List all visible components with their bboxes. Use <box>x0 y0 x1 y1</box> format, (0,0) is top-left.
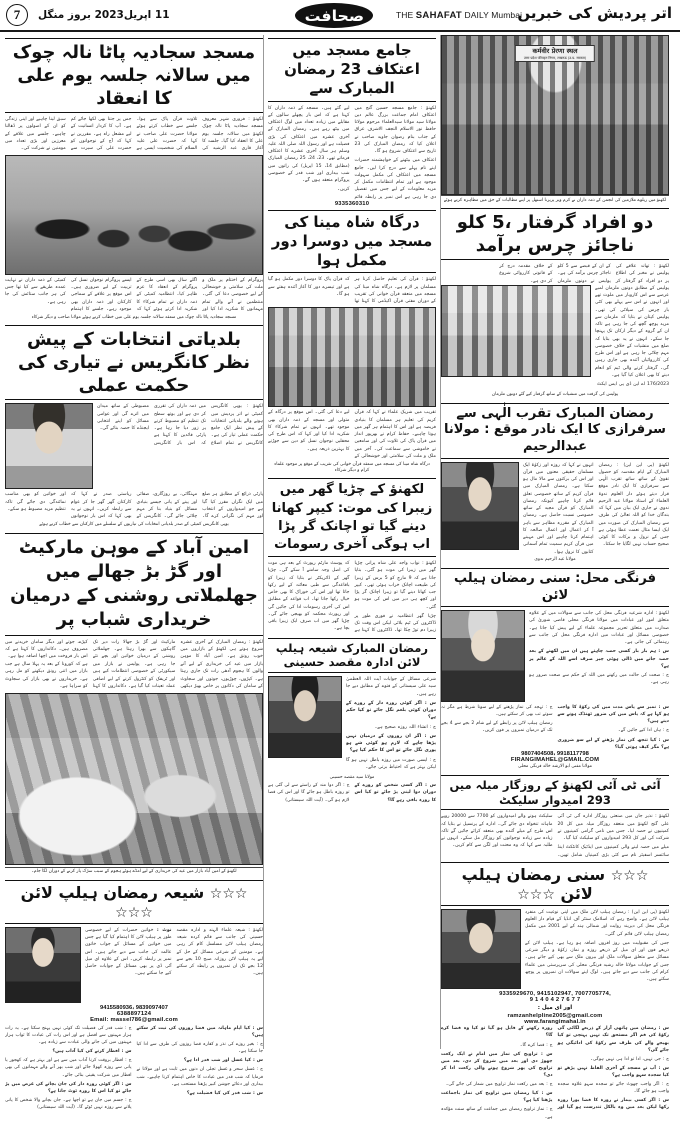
issue-date: 11 اپریل2023 بروز منگل <box>38 9 170 21</box>
faq-item <box>5 1081 132 1095</box>
farangi-helpline-faq-list <box>441 704 669 751</box>
faq-item: ج : غسل سحر و غسل تجلی ان دنوں میں ثابت ہے اور مولانا نے فرمایا کہ شب قدر میں عبادت کا خاص اہتمام کرنا چاہیے۔ شب بیداری اور دعائے جوشن کبیر پڑھنا مستحب ہے۔ <box>136 1067 263 1087</box>
english-masthead-title <box>396 10 522 21</box>
faq-item <box>346 733 436 755</box>
photo-street-traffic <box>5 693 263 865</box>
faq-item <box>355 782 437 803</box>
lead-text: لکھنؤ : نواب واجد علی شاہ پرانی چڑیا گھر میں زیبرا کی موت ہو گئی۔ بتایا جاتا ہے کہ 9 مارچ کو 5 برس کے زیبرا کی طبیعت اچانک خراب ہوئی تھی۔ کیپر جب کھانا دینے گیا تو زیبرا اچانک گر پڑا اور کچھ ہی دیر میں اس کی موت ہو گئی۔ <box>354 561 436 610</box>
page-number: 7 <box>6 4 28 26</box>
intro-text: لکھنؤ : شیعہ علماء الہند و ادارہ مقصد حسینی کی جانب سے قائم کردہ شیعہ رمضان ہیلپ لائن مسلسل کام کر رہی ہے۔ مومنین کے شرعی مسائل کے حل کے لیے یہ ہیلپ لائن روزانہ صبح 10 بجے سے 12 بجے تک ان نمبروں پر رابطہ کر سکتے ہیں۔ <box>176 927 263 977</box>
sunni-helpline-email[interactable]: ramzanhelpline2005@gmail.com <box>507 1013 603 1020</box>
farangi-helpline-phones[interactable]: 9807404508، 9918117798 <box>521 750 589 757</box>
photo-khalid-rashid-farangi-mahali <box>441 909 521 989</box>
headline-masjid-sajjadia: مسجد سجادیہ پاٹا نالہ چوک میں سالانہ جلسہ یوم علی کا انعقاد <box>5 38 263 113</box>
faq-question: س : تراویح کی نماز میں امام نے ایک رکعت چھوڑ دی اور بعد میں شروع کر دی، بعد میں تراویح کی پھر شروع ہونے والی رکعت ادا کر دی؟ <box>441 1051 553 1078</box>
shia-helpline-phones[interactable]: 9415580936، 9839097407 <box>100 1004 168 1011</box>
masthead-daily-city: DAILY Mumbai <box>462 10 523 20</box>
story-iti-text <box>441 813 669 859</box>
body-text: چڑیا گھر انتظامیہ نے فوری طور پر ڈاکٹروں کی ٹیم بلائی لیکن اس وقت تک زیبرا دم توڑ چکا تھا۔ ڈاکٹروں کا کہنا ہے کہ پوسٹ مارٹم رپورٹ کے بعد ہی موت کی اصل وجہ سامنے آ سکے گی۔ چڑیا گھر کے ڈائریکٹر نے بتایا کہ زیبرا کو باقاعدگی سے طبی معائنہ کے لیے رکھا جاتا تھا اور اس کی خوراک کا بھی خاص خیال رکھا جاتا تھا۔ اب قواعد کے مطابق اس کی آخری رسومات ادا کی جائیں گی اور رپورٹ محکمہ کو بھیجی جائے گی۔ چڑیا گھر میں اب صرف ایک زیبرا باقی بچا ہے۔ <box>268 561 436 634</box>
photo-mosque-gathering-image <box>269 308 435 406</box>
sunni-helpline-phones-line2[interactable]: 9 1 4 0 4 2 7 6 7 7 <box>529 996 581 1003</box>
farangi-helpline-intro <box>529 610 669 689</box>
sunni-helpline-phones-line1[interactable]: 9335929670, 9415102947, 7007705774, <box>499 990 611 997</box>
faq-item <box>558 737 670 751</box>
story-itikaf-lead <box>268 105 436 187</box>
caption-maulana-abdul-raheem: مولانا عبد الرحیم ندوی <box>534 557 576 563</box>
lead-text: لکھنؤ (پی این این) : رمضان المبارک کے ایام مقدسہ کو حصول تقویٰ کے ساتھ ساتھ تقرب الٰہی سے سرفرازی کا ایک نادر موقع قرار دیتے ہوئے دار العلوم ندوۃ العلماء کے استاذ مولانا عبد الرحیم ندوی نے جاری ایک بیان میں کہا کہ بندگان خدا کو اللہ تعالیٰ کی طرف سے رمضان المبارک کی صورت میں ایک ایسا مثال نعمت عطا ہوئی ہے جس کے نزول و برکات کا کوئی صحیح حساب نہیں لگایا جا سکتا۔ <box>598 462 669 548</box>
masthead <box>0 0 680 32</box>
story-taqarrub-text <box>523 462 669 556</box>
headline-zebra-death: لکھنؤ کے چڑیا گھر میں زیبرا کی موت: کیپر کھانا دینے گیا تو اچانک گر پڑا اب ہوگی آخری رسومات <box>268 478 436 557</box>
faq-question: س : کیا غسل اور شب قدر ادا ہے؟ <box>183 1058 263 1064</box>
story-charas-lead <box>441 263 669 285</box>
note-label: نوٹ : <box>156 927 172 933</box>
lead-text: لکھنؤ : تھانہ علاقے کی پولیس نے مخبر کی اطلاع پر دو افراد کو گرفتار کر کے ان کے قبضے سے 5 کلو ناجائز چرس برآمد کی ہے۔ پولیس نے دونوں ملزمان کے خلاف مقدمہ درج کر کے قانونی کارروائی شروع کر دی ہے۔ <box>499 264 669 284</box>
photo-mufti-khalid-farangi-image <box>442 611 524 701</box>
banner-main: कर्मवीर प्रेरणा स्थल <box>532 47 578 56</box>
lead-text: لکھنؤ : فروری شہر معروف مسجد سجادیہ پاٹا نالہ چوک لکھنؤ میں سالانہ جلسہ یوم علی کا انعقاد کیا گیا۔ جلسہ کا آغاز قاری عبد الرشید کی تلاوت قرآن پاک سے ہوا۔ جلسے سے خطاب کرتے ہوئے مولانا حضرت علی صاحب نے کہا کہ حضرت علی علیہ السلام کی شخصیت ایسی ہے جس پر جتنا بھی لکھا جائے کم ہے۔ آپ کا کردار انسانیت کے لیے مشعل راہ ہے۔ مقررین نے کہا کہ آج کے نوجوانوں کو حضرت علی کی سیرت سے سبق لینا چاہیے اور اپنی زندگی کو ان کے اصولوں پر ڈھالنا چاہیے۔ جلسے میں علاقے کے معززین اور بڑی تعداد میں مومنین نے شرکت کی۔ <box>5 117 263 152</box>
contact-text: رمضان ہیلپ لائن پر رابطے کے لیے شام 2 بجے سے 4 بجے تک کے درمیان نمبروں پر فون کریں۔ <box>441 721 553 734</box>
shia-helpline-women-phone[interactable]: 6388897124 <box>116 1010 152 1017</box>
sahafat-logo <box>295 3 373 28</box>
faq-question: س : کیا رمضان میں تراویح کی نماز باجماعت پڑھنا کیا ہے؟ <box>441 1091 553 1104</box>
faq-item <box>558 704 670 725</box>
faq-item <box>529 648 669 670</box>
faq-question: س : ہم بار بار کسی حصہ چاہتے ہیں ان میں لکھنے کے بعد حصہ جانے میں ڈالی ہوئی چیز صرف اسے اللہ کے عالم پر ہے؟ <box>529 649 669 669</box>
body-text: پارٹی ذرائع کے مطابق ہر ضلع میں ایک نگراں مقرر کیا گیا ہے جو امیدواروں کے انتخاب اور مہم کی نگرانی کرے گا۔ مہنگائی، بے روزگاری، صفائی اور پینے کے پانی جیسے بنیادی مسائل کو بنیاد بنا کر مہم چلائی جائے گی۔ کانگریس کے ریاستی صدر نے کہا کہ کارکنان گھر گھر جا کر عوام سے رابطہ کریں۔ انہوں نے یہ بھی کہا کہ اس بار نوجوانوں اور خواتین کو بھی مناسب نمائندگی دی جائے گی تاکہ تنظیم مزید مضبوط ہو سکے۔ <box>5 492 263 520</box>
story-charas-body <box>595 285 669 391</box>
banner-sub: उत्तर प्रदेश परिवहन निगम, लखनऊ (उ.प्र. सरकार) <box>523 55 587 60</box>
faq-question: س : آپ نے مسجد کے آخری الفاظ نہیں پڑھے تو کیا سجدہ سہو واجب ہے؟ <box>557 1065 669 1078</box>
photo-police-arrest <box>441 285 591 377</box>
faq-item <box>5 1048 132 1055</box>
photo-khalid-rashid-image <box>442 910 520 988</box>
sunni-helpline-website[interactable]: www.farangimahal.in <box>524 1019 586 1026</box>
faq-question: س : اگر ان روزوں کے درمیان نہیں پڑھا چاہے کہ لازم ہو کوئی شے ہو پوری نگل جائے تو اس کا حکم کیا ہے؟ <box>346 733 436 754</box>
lead-text: لکھنؤ : قرآن کی تعلیم حاصل کرنا ہر مسلمان پر لازم ہے۔ درگاہ شاہ مینا کی مسجد میں منعقد قرآن خوانی کی تقریب کے دوران مفتی قرآن اکیڈمی کا کہنا تھا کہ قرآن پاک کا دوسرا دور مکمل ہو گیا ہے اور تیسرے دور کا آغاز آئندہ ہفتے سے ہو گا۔ <box>268 277 436 305</box>
lead-text: شرعی مسائل کے جوابات آیت اللہ العظمیٰ سید علی سیستانی کے فتوے کے مطابق دیے جا رہے ہیں۔ <box>346 677 436 697</box>
faq-question: س : اگر کسی بیمار نے روزہ کا قضا پورا روزہ رکھا لیکن بعد میں وہ بالکل تندرست ہو گیا اور روزہ رکھنے کے قابل ہو گیا تو کیا وہ قضا کرے گا؟ <box>441 1026 669 1111</box>
faq-item: ج : اگر دوا منہ کے راستے سے لی گئی ہے تو روزہ باطل ہو جائے گا اور اس کی قضا لازم ہو گی۔ (آیت اللہ سیستانی) <box>268 783 350 803</box>
banner-shia-ramzan-helpline <box>5 880 263 924</box>
headline-iti-job-fair: آئی ٹی آئی لکھنؤ کے روزگار میلہ میں 293 امیدوار سلیکٹ <box>441 775 669 810</box>
sunni-helpline-intro <box>525 909 669 986</box>
banner-sunni-ramzan-helpline <box>441 862 669 906</box>
lead-text: لکھنؤ : رمضان المبارک کے آخری عشرہ شروع ہوتے ہی لکھنؤ کے بازاروں میں خوب رونق ہے۔ امین آباد کا موہن مارکیٹ اور گڑ بڑ جھالا رات دیر تک گاہکوں سے بھرا رہتا ہے۔ جھلملاتی روشنی کے درمیان خواتین اور بچے نئے کپڑے، جوتے اور دیگر سامان خریدنے میں مصروف ہیں۔ دکانداروں کا کہنا ہے کہ اس بار فروخت میں اچھا اضافہ ہوا ہے۔ <box>5 639 263 660</box>
note-text <box>85 927 172 978</box>
body-text: تقریب میں شریک علماء نے کہا کہ قرآن کریم کی تعلیم ہر مسلمان کا بنیادی فریضہ ہے اور اس کا اہتمام ہر گھر میں ہونا چاہیے۔ حفاظ کرام نے بھرپور انداز میں قرآن پاک کی تلاوت کی اور سامعین نے خاموشی سے سماعت کی۔ آخر میں ملک و ملت کی سلامتی اور خوشحالی کے لیے دعا کی گئی۔ اس موقع پر درگاہ کے متولی اور مسجد کے ذمہ داران بھی موجود تھے۔ انہوں نے تمام شرکاء کا شکریہ ادا کیا اور کہا کہ اس طرح کی محفلیں نوجوان نسل کو دین سے جوڑنے کا بہترین ذریعہ ہیں۔ <box>268 410 436 459</box>
headline-congress-strategy: بلدیاتی انتخابات کے پیش نظر کانگریس نے تیاری کی حکمت عملی <box>5 325 263 400</box>
faq-item: ج : انشاء اللہ روزہ صحیح ہے۔ <box>374 724 436 730</box>
faq-question: س : اگر کوئی روزہ دار کے روزے کے دوران کوئی بلغم نگل جائے تو کیا حکم ہے؟ <box>346 700 436 721</box>
photo-majlis <box>5 155 263 275</box>
body-text: بازار میں عید کی خریداری کے لیے آنے والوں کا ہجوم آدھی رات تک جاری رہتا ہے۔ کپڑوں، چوڑیوں، جوتوں اور سجاوٹ کے سامان کی دکانوں پر خاص بھیڑ دیکھی جا رہی ہے۔ پولیس نے بازار میں سیکورٹی کے خصوصی انتظامات کیے ہیں اور ٹریفک کو کنٹرول کرنے کے لیے اضافی عملہ تعینات کیا گیا ہے۔ دکانداروں کا کہنا ہے کہ کورونا کے بعد یہ پہلا سال ہے جب بازار میں اتنی رونق دیکھنے کو مل رہی ہے۔ خریداروں نے بھی بازار کی سجاوٹ کو سراہا ہے۔ <box>5 662 263 689</box>
lead-text: لکھنؤ : یوپی کانگریس کمیٹی نے اتر پردیش میں ہونے والے بلدیاتی انتخابات کے پیش نظر ایک جامع حکمت عملی تیار کی ہے۔ کانگریس نے تمام اضلاع میں ذمہ داران کی تقرری کر دی ہے اور بوتھ سطح تک تنظیم کو مضبوط کرنے پر زور دیا جا رہا ہے۔ پارٹی قائدین کا کہنا ہے کہ اس بار کانگریس مضبوطی کے ساتھ میدان میں اترے گی اور عوامی مسائل کو اپنے انتخابی ایجنڈے کا حصہ بنائے گی۔ <box>97 404 263 446</box>
lead-text: لکھنؤ : ادارہ شرعیہ فرنگی محل کی جانب سے سوالات میں کے علاوہ متعلق امور اور عبادات میں مولانا فرنگی محلی قاضی شوریٰ کی صدارت میں متعلق تحریر مجموعہ علماء کے لیے پیش کیا جاتا ہے۔ خصوصی مسائل اور عبادات میں ادارہ فرنگی محل کی جانب سے رہنمائی کی جاتی ہے۔ <box>529 611 669 646</box>
intro-text: لکھنؤ (پی این این) : رمضان ہیلپ لائن ملک میں اپنی نوعیت کی منفرد ہیلپ لائن ہے۔ واضح رہے کہ اسلامک سنٹر آف انڈیا کے قیام دار العلوم فرنگی محل کی دیرینہ روایت اور شمالی ہند کے لیے 2001 میں مکمل رمضان ہیلپ لائن قائم کی گئی۔ <box>525 909 669 937</box>
photo-maulana-abdul-raheem-image <box>442 463 518 549</box>
faq-item: ج : افطار بروقت کرنا آداب میں سے ہے اور بہتر ہے کہ کھجور یا پانی سے روزہ کھولا جائے اور شب بھر آنے والے مہمانوں کی بھی افطار میں شرکت یقینی بنائی جائے۔ <box>5 1058 132 1078</box>
photo-mufti-khalid-farangi <box>441 610 525 702</box>
masthead-the: THE <box>396 10 416 20</box>
photo-police-arrest-image <box>442 286 590 376</box>
faq-item: ج : بعد میں رکعت نماز تراویح میں شمار کی جائے گی۔ <box>445 1082 553 1088</box>
headline-shia-helpline-maqsad-hussaini: رمضان المبارک شیعہ ہیلپ لائن ادارہ مقصد حسینی <box>268 638 436 673</box>
faq-item: ج : ہاں ادا کیے جائیں گے۔ <box>618 728 669 734</box>
lead-text: لکھنؤ : جامع مسجد حسین گنج میں اعتکاف امام جماعت بزرگ عالم دین مولانا سید مولانا سیدالعلماء مرحوم مولانا حافظ نور الاسلام النجف الاشرف عراق کے جناب بنام رضوان جاوید صاحب نے اعلان کیا کہ رمضان المبارک کی 23 تاریخ سے اعتکاف شروع ہو گا۔ <box>354 105 436 155</box>
photo-congress-leader <box>5 403 93 489</box>
headline-dargah-shah-mina: درگاہ شاہ مینا کی مسجد میں دوسرا دور مکمل ہوا <box>268 210 436 274</box>
story-masjid-sajjadia-lead <box>5 116 263 153</box>
photo-maqsad-hussaini-scholar <box>268 676 342 758</box>
photo-majlis-image <box>6 156 262 274</box>
note-body: خواتین حضرات کے لیے خصوصی طور پر ہیلپ لائن کا اہتمام کیا گیا ہے جس میں خواتین کے مسائل کے جواب خاتون عالمہ کی جانب سے دیے جاتے ہیں۔ اس نمبر پر رابطہ کریں۔ اس کے علاوہ ای میل آئی ڈی پر بھی مسائل کے جوابات حاصل کیے جا سکتے ہیں۔ <box>85 927 172 977</box>
headline-charas-seizure: دو افراد گرفتار ،5 کلو ناجائز چرس برآمد <box>441 208 669 260</box>
column-right <box>441 35 669 1120</box>
faq-item: ج : قضا کرے گا۔ <box>519 1042 553 1048</box>
headline-ramzan-taqarrub-ilahi: رمضان المبارک تقرب الٰہی سے سرفرازی کا ایک نادر موقع : مولانا عبدالرحیم <box>441 403 669 459</box>
helpline-title: سنی رمضان ہیلپ لائن <box>461 864 606 903</box>
story-zebra-lead <box>268 560 436 635</box>
faq-item: ج : شب قدر کی فضیلت تک کوئی نہیں پہنچ سکتا ہے۔ یہ رات ہزار مہینوں سے افضل ہے اور اس رات کی عبادت کا ثواب ہزار مہینوں میں کی جانے والی عبادت سے زیادہ ہے۔ <box>5 1025 132 1046</box>
faq-item <box>346 700 436 722</box>
body-text: اعتکاف میں بیٹھنے کے خواہشمند حضرات اپنے نام پہلے سے درج کرا لیں۔ جامع مسجد میں اعتکاف کی مکمل سہولت موجود ہے اور تمام انتظامات مکمل کر لیے گئے ہیں۔ مسجد کے ذمہ داران کا کہنا ہے کہ اس بار پچھلے سالوں کے مقابلے میں زیادہ تعداد میں لوگ اعتکاف میں بیٹھ رہے ہیں۔ رمضان المبارک کے آخری عشرہ میں اعتکاف کی بڑی فضیلت ہے اور رسول اللہ صلی اللہ علیہ وسلم ہر سال آخری عشرے کا اعتکاف فرماتے تھے۔ 23، 24، 25 رمضان المبارک (مطابق 14، 15 اپریل) کی راتوں میں شب بیداری اور شب قدر کے خصوصی پروگرام منعقد ہوں گے۔ <box>268 105 436 186</box>
faq-question: س : رمضان میں ہاتھی آزار کے ذریعے لگائی گی زکوٰۃ کی قم اگر مستحق تک نہیں پہنچی تو کیا بھیجے والے کی طرف سے زکوٰۃ کی ادائیگی ہو جائے گی؟ <box>557 1026 669 1053</box>
logo-urdu-text: صحافت <box>304 6 364 25</box>
faq-item <box>441 1090 553 1104</box>
photo-maulana-abdul-raheem <box>441 462 519 550</box>
stars-left-icon: ☆☆☆ <box>209 885 248 902</box>
contact-text: مزید معلومات کے لیے جس میں تفصیل دی جا رہی ہے اس نمبر پر رابطہ قائم کریں۔ <box>337 187 436 200</box>
story-congress-lead <box>97 403 263 447</box>
faq-item: ج : نماز تراویح رمضان میں جماعت کے ساتھ سنت مؤکدہ ہے۔ <box>441 1107 553 1120</box>
masthead-brand: SAHAFAT <box>415 10 463 21</box>
faq-item <box>137 1090 264 1097</box>
case-reference: 176/2023 اے این ڈی پی ایس ایکٹ <box>597 382 669 388</box>
faq-question: س : اگر کوئی روزہ دار کی جان بچانے کی غرض میں پڑ جائے تو کیا اس کا روزہ ٹوٹ جاتا ہے؟ <box>5 1081 132 1094</box>
photo-protest-group-image <box>442 36 668 194</box>
itikaf-contact-phone[interactable]: 9335360310 <box>334 200 370 207</box>
headline-farangi-mahal-helpline: فرنگی محل: سنی رمضان ہیلپ لائن <box>441 568 669 607</box>
helpline-title: شیعہ رمضان ہیلپ لائن <box>20 882 205 902</box>
shia-helpline-faq-list <box>5 1025 263 1111</box>
faq-question: س : افطار کرنے کی کیا آداب ہیں؟ <box>52 1049 132 1055</box>
faq-question: س : کیا تنجھ کی نماز پڑھنے کے لیے سو ضروری ہے؟ مگر کیف ہوتی گیا؟ <box>557 737 669 750</box>
body-text: پولیس کے مطابق دونوں ملزمان لمبے عرصے سے اس کاروبار میں ملوث تھے اور انہوں نے اس سے پہلے بھی کئی بار چرس کی سپلائی کی تھی۔ پولیس کپتان نے بتایا کہ ملزمان سے مزید پوچھ گچھ کی جا رہی ہے تاکہ ان کے گروہ کے دیگر ارکان تک پہنچا جا سکے۔ انہوں نے یہ بھی بتایا کہ ضلع میں منشیات کے خلاف خصوصی مہم چلائی جا رہی ہے اور اس طرح کی کارروائیاں آئندہ بھی جاری رہیں گی۔ گرفتار کرنے والی ٹیم کو انعام دینے کا بھی اعلان کیا گیا ہے۔ <box>595 285 669 378</box>
faq-item: ج : تہجد کی نماز پڑھنے کے لیے سونا شرط ہے مگر نہ سوتے تب بھی کر سکتے ہیں۔ <box>441 705 553 718</box>
caption-protest-group: لکھنؤ میں ریلوے ملازمین کی انجمن کے ذمہ داران نے کرم ویر پریرنا استھل پر اپنے مطالبات کے حق میں مظاہرہ کرتے ہوئے <box>441 195 669 205</box>
headline-jama-masjid-itikaf: جامع مسجد میں اعتکاف 23 رمضان المبارک سے <box>268 38 436 102</box>
sunni-helpline-email-label: اور ای میل : <box>537 1004 573 1011</box>
mid-helpline-faq-extra <box>268 782 436 805</box>
faq-question: س : اگر کسی شخص کو روزے کے دوران دوا لینی پڑ جائے تو کیا اس کا روزہ باقی رہے گا؟ <box>354 783 436 803</box>
caption-congress: یوپی کانگریس کمیٹی کے صدر بلدیاتی انتخابات کی تیاریوں کے سلسلے میں کارکنان سے خطاب کرتے ہوئے <box>39 521 229 527</box>
faq-item: ج : اگر واجب چھوٹ جائے تو سجدہ سہو علاوہ سجدہ واجب ہو جائے گا۔ <box>557 1082 669 1095</box>
caption-police-arrest: پولیس کی گرفت میں منشیات کے ساتھ گرفتار کیے گئے دونوں ملزمان <box>491 391 619 397</box>
body-text: میلے میں حصہ لینے والی کمپنیوں میں ایڈٹیک کانٹکٹ اینڈ سائنسز اسفیئر نام سے کئی بڑی کمپنیاں شامل تھیں۔ سلیکٹ ہونے والے امیدواروں کو 7700 سے 20000 روپے ماہانہ تنخواہ دی جائے گی۔ ادارہ کے پرنسپل نے بتایا کہ اس طرح کے میلے آئندہ بھی منعقد کرائے جائیں گے تاکہ زیادہ سے زیادہ نوجوانوں کو روزگار مل سکے۔ انہوں نے طلبہ سے کہا کہ وہ محنت اور لگن سے کام کریں۔ <box>441 814 669 858</box>
story-dargah-lead <box>268 276 436 305</box>
column-middle <box>263 35 441 1049</box>
faq-item <box>558 1025 670 1053</box>
story-aminabad-lead <box>5 639 263 661</box>
faq-item: ج : جسم میں جان ہے تو اچھا ہے۔ جان بچانے والا شخص کا پانی پلانے سے روزہ نہیں ٹوٹے گا۔ (آیت اللہ سیستانی) <box>5 1097 132 1111</box>
hindi-banner-text <box>515 45 595 61</box>
body-text: پروگرام کے اختتام پر ملک و ملت کی سلامتی و خوشحالی کے لیے خصوصی دعا کی گئی۔ منتظمین نے آنے والے تمام مہمانوں کا شکریہ ادا کیا اور اگلے سال بھی اسی طرح کے پروگرام کے انعقاد کا عزم ظاہر کیا۔ انتظامیہ کمیٹی کے ذمہ داران نے تمام شرکاء کا شکریہ ادا کرتے ہوئے کہا کہ ایسے پروگرام نوجوان نسل کی تربیت کے لیے ضروری ہیں۔ اس موقع پر علاقے کے سماجی کارکنان اور ذمہ داران بھی موجود رہے۔ جلسے کا اہتمام کمیٹی کے ذمہ داران نے نہایت عمدہ طریقے سے کیا تھا جس کی ہر جانب ستائش کی جا رہی ہے۔ <box>5 277 263 312</box>
caption-mosque-gathering: درگاہ شاہ مینا کی مسجد میں منعقد قرآن خوانی کی تقریب کے موقع پر موجود علماء کرام و دیگر شرکاء <box>274 461 430 473</box>
photo-shia-scholar-image <box>6 928 80 1002</box>
faq-item: ج : ایسی صورت میں روزہ باطل نہیں ہو گا لیکن بہتر ہے کہ احتیاط برتی جائے۔ <box>346 757 436 770</box>
photo-maqsad-hussaini-image <box>269 677 341 757</box>
body-text: جس کی مقبولیت میں روز افزوں اضافہ ہو رہا ہے۔ ہیلپ لائن کے ذریعے فون اور ای میل کے ذریعے روزہ و نماز، زکوٰۃ و دیگر شرعی مسائل سے متعلق سوالات ملک اور بیرون ملک سے بھی کیے جاتے ہیں۔ جس کے جوابات مولانا خالد رشید فرنگی محلی کی سرپرستی میں علماء کرام کی جانب سے دیے جاتے ہیں۔ لوگ اپنے سوالات ان نمبروں پر پوچھ سکتے ہیں۔ <box>525 940 669 983</box>
body-text: انہوں نے کہا کہ روزہ اور زکوٰۃ ایک مسلمان حقیقی معنوں میں قرآن اور اس کی برکتوں سے مالا مال ہو سکتا ہے۔ رمضان المبارک میں قرآن کریم کے ساتھ خصوصی تعلق قائم کرنا چاہیے کیونکہ رمضان المبارک کو قرآن مجید کے ساتھ خصوصی نسبت حاصل ہے۔ رمضان المبارک کے مقررہ مظاہر سے باہر آ کر اعمال اور اعمال صالحہ کا اہتمام کرنا چاہیے اور اس مہینے میں قرآن کریم سمیت تمام آسمانی کتابوں کا نزول ہوا۔ <box>523 462 594 555</box>
faq-item <box>137 1025 264 1039</box>
story-masjid-sajjadia-body <box>5 277 263 313</box>
faq-item <box>137 1057 264 1064</box>
stars-right-icon: ☆☆☆ <box>517 886 555 903</box>
faq-question: س : کیا ایام ماہانہ میں قضا روزوں کی نیت کر سکتے ہیں؟ <box>136 1025 263 1039</box>
story-dargah-body <box>268 409 436 460</box>
caption-street-traffic: لکھنؤ کے امین آباد بازار میں عید کی خریداری کے لیے امڈے ہوئے ہجوم کے سبب سڑک پار کرنے کے دوران لگا جام۔ <box>5 867 263 877</box>
faq-item <box>441 1051 553 1079</box>
photo-protest-group <box>441 35 669 195</box>
faq-question: س : نمبر سے پاس مدت میں کی زکوٰۃ کا واجب ہو کہا ہے کہ پاس میں کی ضرور ٹھنڈک ہونے سے دینے ہیں؟ <box>557 705 669 725</box>
lead-text: لکھنؤ : نذیر جاں میں صنعتی روزگار ادارہ آئی ٹی آئی علی گنج لکھنؤ میں منعقد روزگار میلہ میں کل 20 کمپنیوں نے حصہ لیا۔ جس میں نامی گرامی کمپنیوں نے شرکت کی اور کل 293 امیدواروں کو سلیکٹ کیا گیا۔ <box>557 814 669 842</box>
faq-item: ج : صحت کی حالت میں رکھنے میں اللہ کے حکم سے صحت ضرور ہو رہی ہے۔ <box>529 673 669 686</box>
mid-helpline-faq-list <box>346 676 436 773</box>
stars-right-icon: ☆☆☆ <box>115 904 153 921</box>
photo-congress-leader-image <box>6 404 92 488</box>
story-aminabad-body <box>5 661 263 691</box>
caption-mufti-khalid-farangi: مولانا مفتی ابو الارشد خالد فرنگی محلی <box>518 764 592 770</box>
farangi-helpline-email[interactable]: FIRANGIMAHEL@GMAIL.COM <box>510 756 600 763</box>
photo-mosque-gathering <box>268 307 436 407</box>
caption-majlis: مسجد سجادیہ پاٹا نالہ چوک میں منعقد سالانہ جلسہ یوم علی میں خطاب کرتے ہوئے مولانا صاحب و دیگر شرکاء <box>31 314 237 320</box>
story-itikaf-contact <box>268 186 436 201</box>
photo-street-traffic-image <box>6 694 262 864</box>
faq-item <box>558 1065 670 1079</box>
faq-item: ج : بغیر روزے کی نذر و کفارہ قضا روزوں کی طرف سے ادا کیا جا سکتا ہے۔ <box>136 1042 263 1055</box>
faq-question: س : شب قدر کی کیا فضیلت ہے؟ <box>186 1090 263 1096</box>
photo-shia-scholar <box>5 927 81 1003</box>
column-left <box>5 35 263 1111</box>
story-congress-body <box>5 491 263 520</box>
shia-helpline-email[interactable]: Email: massel786@gmail.com <box>90 1016 178 1023</box>
stars-left-icon: ☆☆☆ <box>610 867 649 884</box>
section-kicker: اتر پردیش کی خبریں <box>517 4 672 22</box>
faq-item: ج : جی نہیں، ادا تو ادا ہی نہیں ہوگی۔ <box>590 1056 669 1062</box>
sunni-helpline-faq-list <box>441 1025 669 1120</box>
page-body <box>0 32 680 1120</box>
shia-helpline-intro <box>85 927 263 980</box>
headline-aminabad-market: امین آباد کے موہن مارکیٹ اور گڑ بڑ جھالے میں جھلملاتی روشنی کے درمیان خریداری شباب پر <box>5 533 263 636</box>
caption-maqsad-hussaini: مولانا سید مقصد حسینی <box>329 774 375 780</box>
